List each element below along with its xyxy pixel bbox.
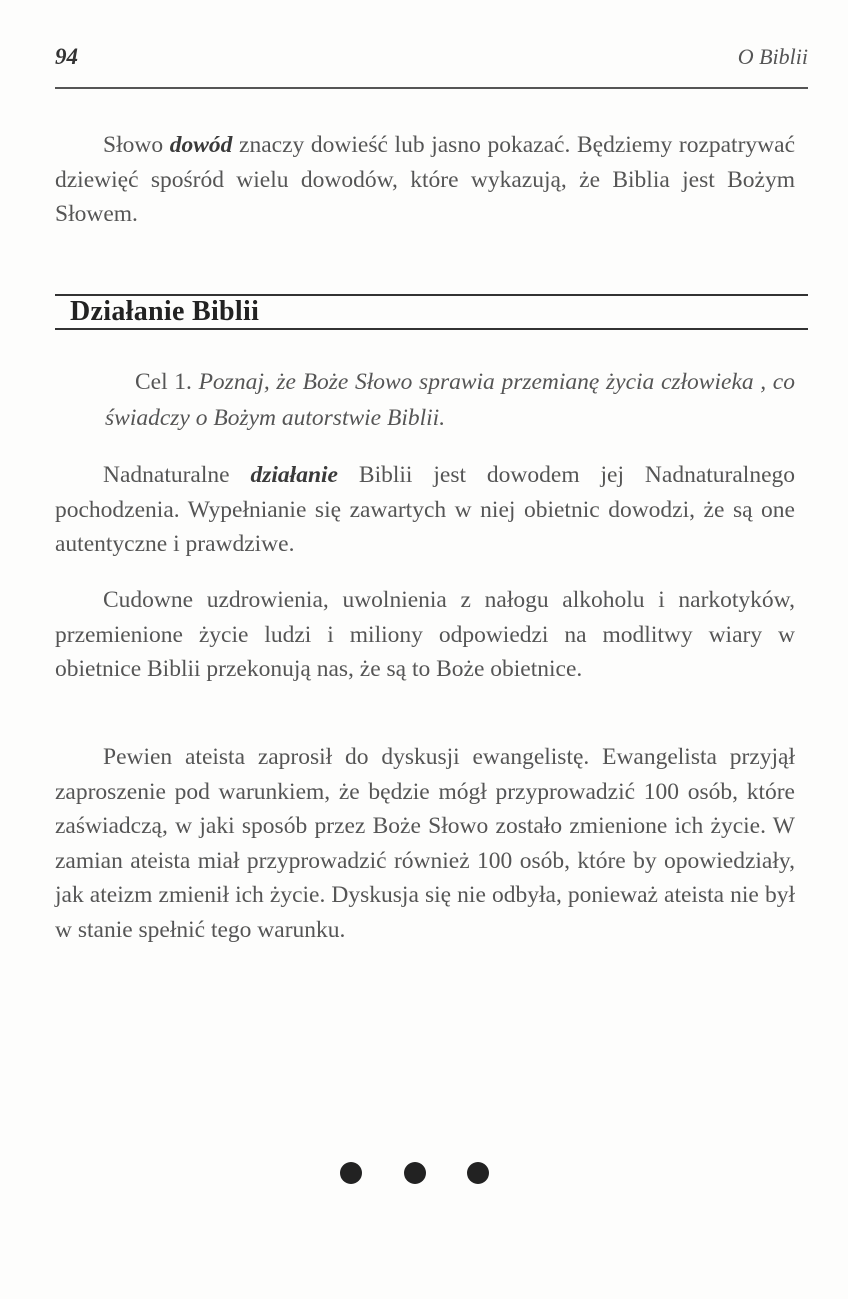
ornament-dot [404,1162,426,1184]
intro-text-end: znaczy dowieść lub jasno pokazać. Będziemy rozpatrywać dziewięć spośród wielu dowodów, które wykazują, że Biblia jest Bożym Słowem. [55,132,795,227]
section-title: Działanie Biblii [70,296,260,327]
ornament-dot [340,1162,362,1184]
body-paragraph-2: Cudowne uzdrowienia, uwolnienia z nałogu alkoholu i narkotyków, przemienione życie ludzi i miliony odpowiedzi na modlitwy wiary w obietnice Biblii przekonują nas, że są to Boże obietnice. [55,587,795,682]
section-end-ornament [0,1162,848,1186]
section-rule-bottom [55,328,808,330]
body-paragraph-3: Pewien ateista zaprosił do dyskusji ewangelistę. Ewangelista przyjął zaproszenie pod warunkiem, że będzie mógł przyprowadzić 100 osób, które zaświadczą, w jaki sposób przez Boże Słowo zostało zmienione ich życie. W zamian ateista miał przyprowadzić również 100 osób, które by opowiedziały, jak ateizm zmienił ich życie. Dyskusja się nie odbyła, ponieważ ateista nie był w stanie spełnić tego warunku. [55,744,795,943]
header-divider [55,87,808,89]
running-title: O Biblii [737,44,808,69]
goal-text: Poznaj, że Boże Słowo sprawia przemianę życia człowieka , co świadczy o Bożym autorstwie Biblii. [105,369,795,431]
intro-emphasis: dowód [169,132,233,158]
goal-label: Cel 1. [135,369,192,395]
p1-emphasis: działanie [250,462,338,488]
body-paragraph-1 [55,458,795,562]
p1-text-start: Nadnaturalne [103,462,251,488]
ornament-dot [467,1162,489,1184]
page-number: 94 [55,44,78,69]
running-header [55,44,808,84]
p1-text-end: Biblii jest dowodem jej Nadnaturalnego pochodzenia. Wypełnianie się zawartych w niej obietnic dowodzi, że są one autentyczne i prawdziwe. [55,462,796,557]
intro-text-start: Słowo [103,132,170,158]
goal-statement [105,364,795,436]
intro-paragraph [55,128,795,232]
